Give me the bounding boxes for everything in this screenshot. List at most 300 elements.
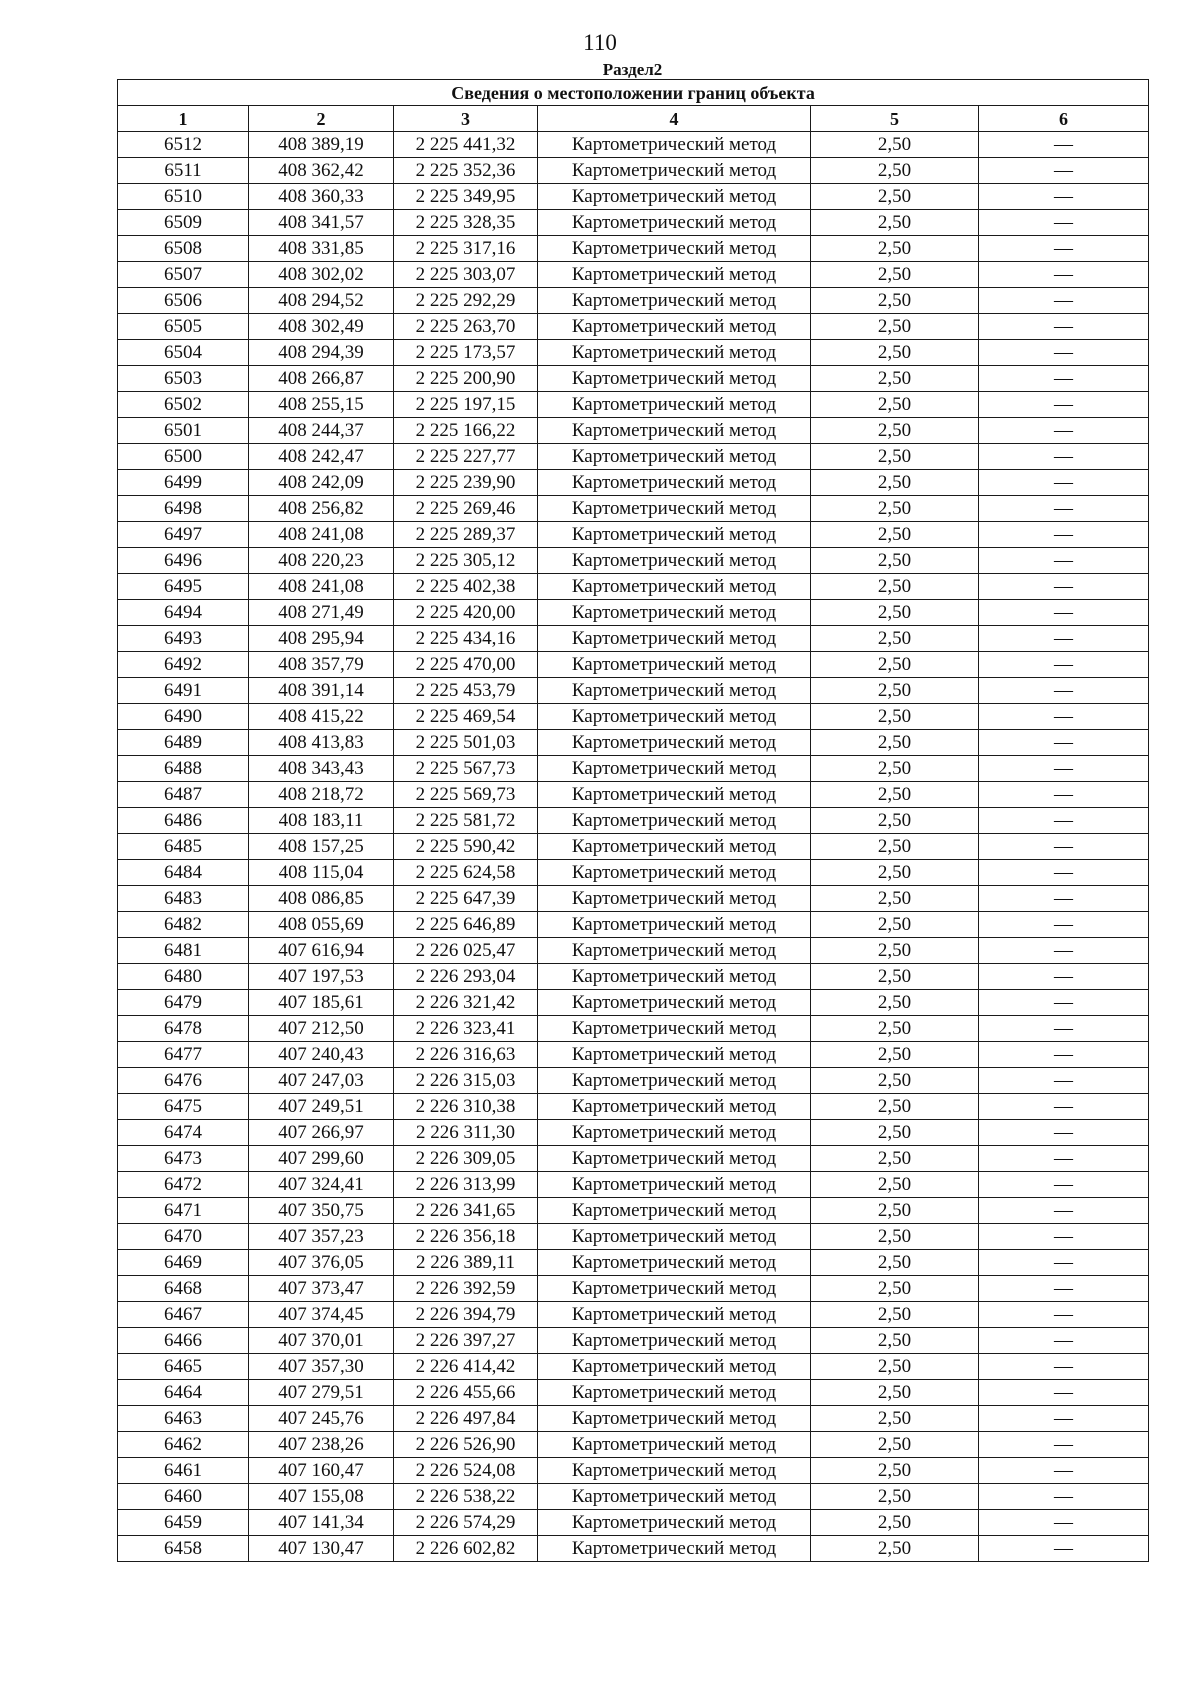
x-coordinate-cell: 407 130,47: [249, 1536, 394, 1562]
x-coordinate-cell: 408 331,85: [249, 236, 394, 262]
point-number-cell: 6505: [118, 314, 249, 340]
description-cell: —: [979, 730, 1149, 756]
description-cell: —: [979, 938, 1149, 964]
accuracy-cell: 2,50: [811, 1458, 979, 1484]
description-cell: —: [979, 418, 1149, 444]
table-row: [118, 990, 1149, 1016]
table-row: [118, 522, 1149, 548]
x-coordinate-cell: 407 370,01: [249, 1328, 394, 1354]
y-coordinate-cell: 2 226 313,99: [394, 1172, 538, 1198]
method-cell: Картометрический метод: [538, 808, 811, 834]
point-number-cell: 6486: [118, 808, 249, 834]
description-cell: —: [979, 990, 1149, 1016]
method-cell: Картометрический метод: [538, 704, 811, 730]
description-cell: —: [979, 314, 1149, 340]
x-coordinate-cell: 407 155,08: [249, 1484, 394, 1510]
table-row: [118, 1328, 1149, 1354]
x-coordinate-cell: 408 294,52: [249, 288, 394, 314]
table-row: [118, 210, 1149, 236]
x-coordinate-cell: 407 212,50: [249, 1016, 394, 1042]
point-number-cell: 6491: [118, 678, 249, 704]
point-number-cell: 6462: [118, 1432, 249, 1458]
method-cell: Картометрический метод: [538, 1068, 811, 1094]
point-number-cell: 6503: [118, 366, 249, 392]
x-coordinate-cell: 408 241,08: [249, 522, 394, 548]
y-coordinate-cell: 2 225 227,77: [394, 444, 538, 470]
method-cell: Картометрический метод: [538, 340, 811, 366]
description-cell: —: [979, 1276, 1149, 1302]
y-coordinate-cell: 2 226 389,11: [394, 1250, 538, 1276]
point-number-cell: 6465: [118, 1354, 249, 1380]
y-coordinate-cell: 2 225 647,39: [394, 886, 538, 912]
x-coordinate-cell: 408 295,94: [249, 626, 394, 652]
accuracy-cell: 2,50: [811, 756, 979, 782]
description-cell: —: [979, 1458, 1149, 1484]
point-number-cell: 6481: [118, 938, 249, 964]
accuracy-cell: 2,50: [811, 418, 979, 444]
point-number-cell: 6501: [118, 418, 249, 444]
x-coordinate-cell: 408 242,47: [249, 444, 394, 470]
accuracy-cell: 2,50: [811, 808, 979, 834]
column-header: 2: [249, 106, 394, 132]
y-coordinate-cell: 2 225 352,36: [394, 158, 538, 184]
description-cell: —: [979, 1380, 1149, 1406]
y-coordinate-cell: 2 226 316,63: [394, 1042, 538, 1068]
point-number-cell: 6474: [118, 1120, 249, 1146]
table-row: [118, 652, 1149, 678]
table-row: [118, 1094, 1149, 1120]
table-title: Сведения о местоположении границ объекта: [118, 80, 1149, 106]
table-row: [118, 730, 1149, 756]
table-body: [118, 132, 1149, 1562]
accuracy-cell: 2,50: [811, 1224, 979, 1250]
point-number-cell: 6506: [118, 288, 249, 314]
point-number-cell: 6500: [118, 444, 249, 470]
y-coordinate-cell: 2 225 581,72: [394, 808, 538, 834]
x-coordinate-cell: 408 218,72: [249, 782, 394, 808]
method-cell: Картометрический метод: [538, 1458, 811, 1484]
accuracy-cell: 2,50: [811, 912, 979, 938]
method-cell: Картометрический метод: [538, 652, 811, 678]
x-coordinate-cell: 407 376,05: [249, 1250, 394, 1276]
table-row: [118, 1042, 1149, 1068]
x-coordinate-cell: 408 271,49: [249, 600, 394, 626]
point-number-cell: 6478: [118, 1016, 249, 1042]
point-number-cell: 6497: [118, 522, 249, 548]
boundary-table: [117, 79, 1149, 1562]
x-coordinate-cell: 408 302,49: [249, 314, 394, 340]
point-number-cell: 6482: [118, 912, 249, 938]
table-row: [118, 1224, 1149, 1250]
description-cell: —: [979, 1432, 1149, 1458]
y-coordinate-cell: 2 226 455,66: [394, 1380, 538, 1406]
y-coordinate-cell: 2 225 434,16: [394, 626, 538, 652]
description-cell: —: [979, 626, 1149, 652]
table-row: [118, 314, 1149, 340]
description-cell: —: [979, 1328, 1149, 1354]
method-cell: Картометрический метод: [538, 1146, 811, 1172]
x-coordinate-cell: 408 415,22: [249, 704, 394, 730]
accuracy-cell: 2,50: [811, 1146, 979, 1172]
accuracy-cell: 2,50: [811, 158, 979, 184]
accuracy-cell: 2,50: [811, 548, 979, 574]
y-coordinate-cell: 2 226 397,27: [394, 1328, 538, 1354]
accuracy-cell: 2,50: [811, 132, 979, 158]
table-row: [118, 1146, 1149, 1172]
method-cell: Картометрический метод: [538, 574, 811, 600]
accuracy-cell: 2,50: [811, 652, 979, 678]
description-cell: —: [979, 574, 1149, 600]
y-coordinate-cell: 2 226 602,82: [394, 1536, 538, 1562]
accuracy-cell: 2,50: [811, 496, 979, 522]
method-cell: Картометрический метод: [538, 470, 811, 496]
table-row: [118, 1172, 1149, 1198]
x-coordinate-cell: 407 238,26: [249, 1432, 394, 1458]
x-coordinate-cell: 407 240,43: [249, 1042, 394, 1068]
description-cell: —: [979, 912, 1149, 938]
x-coordinate-cell: 407 299,60: [249, 1146, 394, 1172]
description-cell: —: [979, 262, 1149, 288]
method-cell: Картометрический метод: [538, 1042, 811, 1068]
x-coordinate-cell: 408 413,83: [249, 730, 394, 756]
column-header-row: [118, 106, 1149, 132]
table-row: [118, 678, 1149, 704]
accuracy-cell: 2,50: [811, 600, 979, 626]
point-number-cell: 6487: [118, 782, 249, 808]
y-coordinate-cell: 2 225 292,29: [394, 288, 538, 314]
description-cell: —: [979, 1016, 1149, 1042]
description-cell: —: [979, 886, 1149, 912]
description-cell: —: [979, 652, 1149, 678]
y-coordinate-cell: 2 225 624,58: [394, 860, 538, 886]
accuracy-cell: 2,50: [811, 366, 979, 392]
accuracy-cell: 2,50: [811, 1302, 979, 1328]
table-row: [118, 1302, 1149, 1328]
description-cell: —: [979, 964, 1149, 990]
x-coordinate-cell: 407 357,23: [249, 1224, 394, 1250]
y-coordinate-cell: 2 226 341,65: [394, 1198, 538, 1224]
point-number-cell: 6473: [118, 1146, 249, 1172]
accuracy-cell: 2,50: [811, 210, 979, 236]
table-row: [118, 1510, 1149, 1536]
table-row: [118, 1250, 1149, 1276]
accuracy-cell: 2,50: [811, 444, 979, 470]
method-cell: Картометрический метод: [538, 210, 811, 236]
y-coordinate-cell: 2 226 394,79: [394, 1302, 538, 1328]
point-number-cell: 6469: [118, 1250, 249, 1276]
method-cell: Картометрический метод: [538, 912, 811, 938]
x-coordinate-cell: 407 324,41: [249, 1172, 394, 1198]
point-number-cell: 6512: [118, 132, 249, 158]
y-coordinate-cell: 2 225 289,37: [394, 522, 538, 548]
x-coordinate-cell: 407 616,94: [249, 938, 394, 964]
x-coordinate-cell: 407 249,51: [249, 1094, 394, 1120]
y-coordinate-cell: 2 225 441,32: [394, 132, 538, 158]
method-cell: Картометрический метод: [538, 1432, 811, 1458]
method-cell: Картометрический метод: [538, 262, 811, 288]
accuracy-cell: 2,50: [811, 1406, 979, 1432]
point-number-cell: 6471: [118, 1198, 249, 1224]
point-number-cell: 6496: [118, 548, 249, 574]
x-coordinate-cell: 407 357,30: [249, 1354, 394, 1380]
method-cell: Картометрический метод: [538, 1328, 811, 1354]
y-coordinate-cell: 2 226 538,22: [394, 1484, 538, 1510]
accuracy-cell: 2,50: [811, 964, 979, 990]
accuracy-cell: 2,50: [811, 470, 979, 496]
point-number-cell: 6477: [118, 1042, 249, 1068]
y-coordinate-cell: 2 226 574,29: [394, 1510, 538, 1536]
y-coordinate-cell: 2 225 166,22: [394, 418, 538, 444]
method-cell: Картометрический метод: [538, 1094, 811, 1120]
x-coordinate-cell: 408 360,33: [249, 184, 394, 210]
method-cell: Картометрический метод: [538, 184, 811, 210]
x-coordinate-cell: 408 055,69: [249, 912, 394, 938]
method-cell: Картометрический метод: [538, 782, 811, 808]
y-coordinate-cell: 2 226 414,42: [394, 1354, 538, 1380]
point-number-cell: 6458: [118, 1536, 249, 1562]
description-cell: —: [979, 756, 1149, 782]
method-cell: Картометрический метод: [538, 366, 811, 392]
method-cell: Картометрический метод: [538, 496, 811, 522]
point-number-cell: 6495: [118, 574, 249, 600]
method-cell: Картометрический метод: [538, 392, 811, 418]
table-row: [118, 626, 1149, 652]
y-coordinate-cell: 2 225 305,12: [394, 548, 538, 574]
y-coordinate-cell: 2 225 303,07: [394, 262, 538, 288]
y-coordinate-cell: 2 226 293,04: [394, 964, 538, 990]
y-coordinate-cell: 2 226 526,90: [394, 1432, 538, 1458]
table-row: [118, 886, 1149, 912]
x-coordinate-cell: 408 256,82: [249, 496, 394, 522]
accuracy-cell: 2,50: [811, 262, 979, 288]
y-coordinate-cell: 2 226 356,18: [394, 1224, 538, 1250]
accuracy-cell: 2,50: [811, 1484, 979, 1510]
x-coordinate-cell: 408 341,57: [249, 210, 394, 236]
description-cell: —: [979, 210, 1149, 236]
table-row: [118, 236, 1149, 262]
x-coordinate-cell: 407 350,75: [249, 1198, 394, 1224]
point-number-cell: 6510: [118, 184, 249, 210]
point-number-cell: 6472: [118, 1172, 249, 1198]
description-cell: —: [979, 782, 1149, 808]
x-coordinate-cell: 407 279,51: [249, 1380, 394, 1406]
accuracy-cell: 2,50: [811, 678, 979, 704]
accuracy-cell: 2,50: [811, 1276, 979, 1302]
table-row: [118, 600, 1149, 626]
x-coordinate-cell: 408 302,02: [249, 262, 394, 288]
point-number-cell: 6479: [118, 990, 249, 1016]
y-coordinate-cell: 2 225 349,95: [394, 184, 538, 210]
accuracy-cell: 2,50: [811, 1120, 979, 1146]
point-number-cell: 6511: [118, 158, 249, 184]
x-coordinate-cell: 407 185,61: [249, 990, 394, 1016]
description-cell: —: [979, 1302, 1149, 1328]
method-cell: Картометрический метод: [538, 288, 811, 314]
table-row: [118, 1458, 1149, 1484]
point-number-cell: 6484: [118, 860, 249, 886]
method-cell: Картометрический метод: [538, 730, 811, 756]
x-coordinate-cell: 407 266,97: [249, 1120, 394, 1146]
y-coordinate-cell: 2 225 469,54: [394, 704, 538, 730]
point-number-cell: 6470: [118, 1224, 249, 1250]
method-cell: Картометрический метод: [538, 990, 811, 1016]
description-cell: —: [979, 600, 1149, 626]
method-cell: Картометрический метод: [538, 1484, 811, 1510]
description-cell: —: [979, 548, 1149, 574]
description-cell: —: [979, 1094, 1149, 1120]
point-number-cell: 6485: [118, 834, 249, 860]
method-cell: Картометрический метод: [538, 314, 811, 340]
table-row: [118, 1068, 1149, 1094]
x-coordinate-cell: 407 197,53: [249, 964, 394, 990]
description-cell: —: [979, 158, 1149, 184]
description-cell: —: [979, 1484, 1149, 1510]
method-cell: Картометрический метод: [538, 886, 811, 912]
accuracy-cell: 2,50: [811, 1016, 979, 1042]
description-cell: —: [979, 834, 1149, 860]
y-coordinate-cell: 2 226 321,42: [394, 990, 538, 1016]
table-row: [118, 756, 1149, 782]
method-cell: Картометрический метод: [538, 236, 811, 262]
y-coordinate-cell: 2 225 567,73: [394, 756, 538, 782]
x-coordinate-cell: 408 255,15: [249, 392, 394, 418]
point-number-cell: 6476: [118, 1068, 249, 1094]
x-coordinate-cell: 408 357,79: [249, 652, 394, 678]
table-row: [118, 1380, 1149, 1406]
x-coordinate-cell: 407 247,03: [249, 1068, 394, 1094]
method-cell: Картометрический метод: [538, 1276, 811, 1302]
y-coordinate-cell: 2 225 646,89: [394, 912, 538, 938]
column-header: 5: [811, 106, 979, 132]
description-cell: —: [979, 184, 1149, 210]
method-cell: Картометрический метод: [538, 626, 811, 652]
accuracy-cell: 2,50: [811, 1328, 979, 1354]
method-cell: Картометрический метод: [538, 1354, 811, 1380]
table-row: [118, 1354, 1149, 1380]
method-cell: Картометрический метод: [538, 548, 811, 574]
table-row: [118, 1276, 1149, 1302]
point-number-cell: 6489: [118, 730, 249, 756]
x-coordinate-cell: 408 266,87: [249, 366, 394, 392]
x-coordinate-cell: 408 086,85: [249, 886, 394, 912]
y-coordinate-cell: 2 226 524,08: [394, 1458, 538, 1484]
x-coordinate-cell: 407 373,47: [249, 1276, 394, 1302]
accuracy-cell: 2,50: [811, 1250, 979, 1276]
point-number-cell: 6508: [118, 236, 249, 262]
table-row: [118, 548, 1149, 574]
accuracy-cell: 2,50: [811, 1042, 979, 1068]
y-coordinate-cell: 2 225 263,70: [394, 314, 538, 340]
table-row: [118, 938, 1149, 964]
y-coordinate-cell: 2 226 311,30: [394, 1120, 538, 1146]
method-cell: Картометрический метод: [538, 860, 811, 886]
y-coordinate-cell: 2 226 309,05: [394, 1146, 538, 1172]
y-coordinate-cell: 2 225 239,90: [394, 470, 538, 496]
y-coordinate-cell: 2 225 569,73: [394, 782, 538, 808]
accuracy-cell: 2,50: [811, 860, 979, 886]
x-coordinate-cell: 407 245,76: [249, 1406, 394, 1432]
point-number-cell: 6504: [118, 340, 249, 366]
point-number-cell: 6463: [118, 1406, 249, 1432]
description-cell: —: [979, 678, 1149, 704]
table-row: [118, 782, 1149, 808]
accuracy-cell: 2,50: [811, 1172, 979, 1198]
accuracy-cell: 2,50: [811, 314, 979, 340]
description-cell: —: [979, 236, 1149, 262]
method-cell: Картометрический метод: [538, 1120, 811, 1146]
x-coordinate-cell: 408 241,08: [249, 574, 394, 600]
point-number-cell: 6493: [118, 626, 249, 652]
x-coordinate-cell: 408 389,19: [249, 132, 394, 158]
accuracy-cell: 2,50: [811, 392, 979, 418]
table-row: [118, 1016, 1149, 1042]
y-coordinate-cell: 2 225 317,16: [394, 236, 538, 262]
point-number-cell: 6502: [118, 392, 249, 418]
accuracy-cell: 2,50: [811, 886, 979, 912]
table-row: [118, 964, 1149, 990]
table-row: [118, 418, 1149, 444]
page-number: 110: [583, 30, 617, 55]
table-row: [118, 574, 1149, 600]
point-number-cell: 6488: [118, 756, 249, 782]
section-title: Раздел2: [602, 60, 663, 79]
description-cell: —: [979, 132, 1149, 158]
y-coordinate-cell: 2 226 310,38: [394, 1094, 538, 1120]
accuracy-cell: 2,50: [811, 730, 979, 756]
table-row: [118, 340, 1149, 366]
point-number-cell: 6468: [118, 1276, 249, 1302]
description-cell: —: [979, 470, 1149, 496]
method-cell: Картометрический метод: [538, 158, 811, 184]
table-row: [118, 1432, 1149, 1458]
point-number-cell: 6483: [118, 886, 249, 912]
point-number-cell: 6460: [118, 1484, 249, 1510]
y-coordinate-cell: 2 226 315,03: [394, 1068, 538, 1094]
table-row: [118, 470, 1149, 496]
x-coordinate-cell: 408 220,23: [249, 548, 394, 574]
accuracy-cell: 2,50: [811, 1432, 979, 1458]
table-row: [118, 184, 1149, 210]
accuracy-cell: 2,50: [811, 522, 979, 548]
table-row: [118, 262, 1149, 288]
x-coordinate-cell: 408 183,11: [249, 808, 394, 834]
point-number-cell: 6509: [118, 210, 249, 236]
table-row: [118, 158, 1149, 184]
x-coordinate-cell: 408 157,25: [249, 834, 394, 860]
description-cell: —: [979, 1120, 1149, 1146]
point-number-cell: 6490: [118, 704, 249, 730]
description-cell: —: [979, 1146, 1149, 1172]
method-cell: Картометрический метод: [538, 1536, 811, 1562]
accuracy-cell: 2,50: [811, 1094, 979, 1120]
description-cell: —: [979, 704, 1149, 730]
x-coordinate-cell: 408 294,39: [249, 340, 394, 366]
y-coordinate-cell: 2 225 453,79: [394, 678, 538, 704]
accuracy-cell: 2,50: [811, 1510, 979, 1536]
point-number-cell: 6475: [118, 1094, 249, 1120]
accuracy-cell: 2,50: [811, 574, 979, 600]
table-row: [118, 1484, 1149, 1510]
accuracy-cell: 2,50: [811, 1068, 979, 1094]
description-cell: —: [979, 1510, 1149, 1536]
y-coordinate-cell: 2 226 323,41: [394, 1016, 538, 1042]
description-cell: —: [979, 288, 1149, 314]
description-cell: —: [979, 522, 1149, 548]
y-coordinate-cell: 2 225 269,46: [394, 496, 538, 522]
method-cell: Картометрический метод: [538, 522, 811, 548]
y-coordinate-cell: 2 225 590,42: [394, 834, 538, 860]
description-cell: —: [979, 1042, 1149, 1068]
